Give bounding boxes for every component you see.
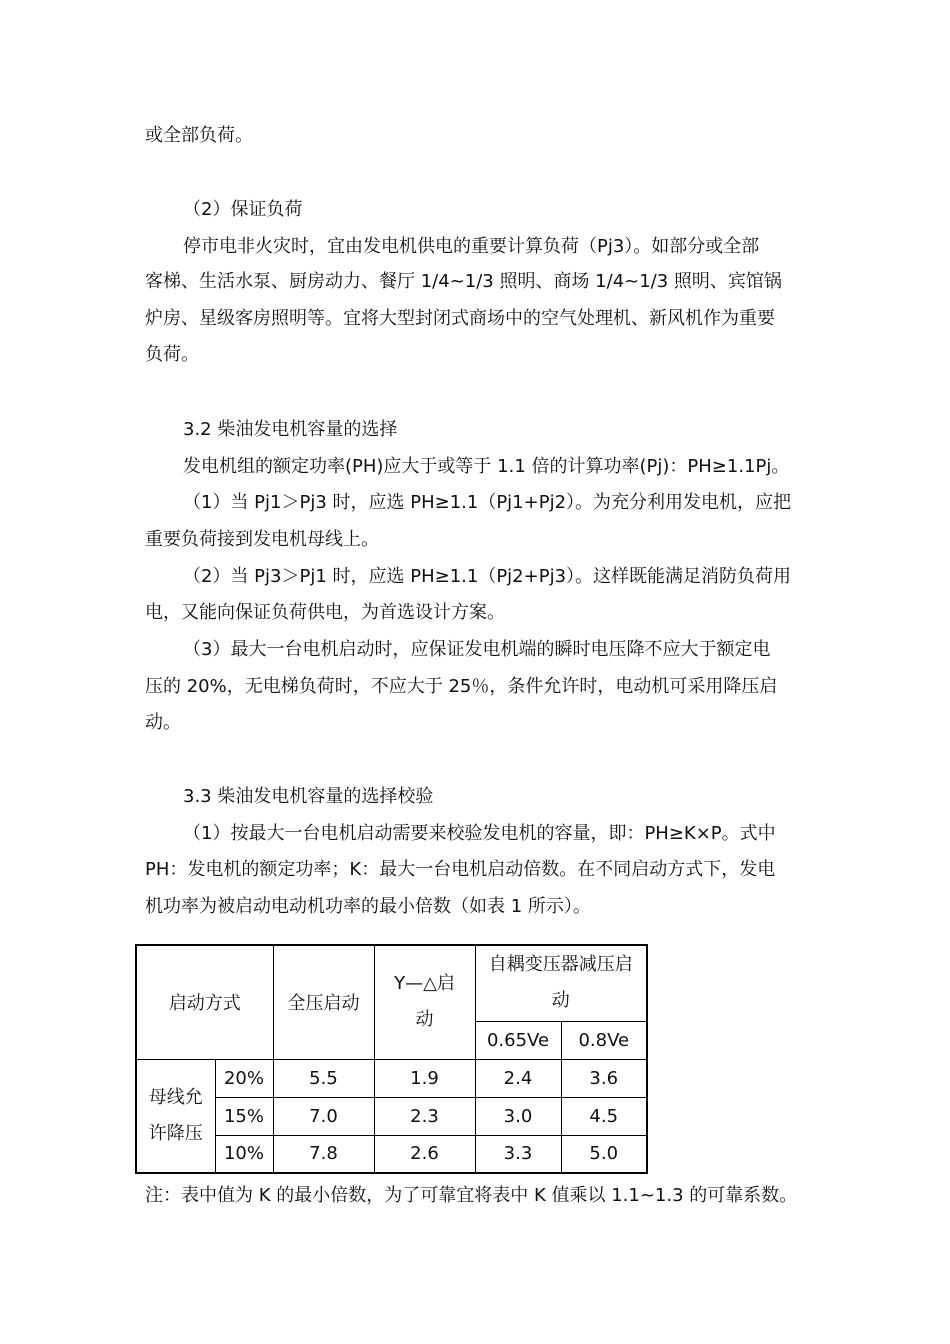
header-start-mode: 启动方式 bbox=[136, 945, 273, 1059]
paragraph-text: 动。 bbox=[145, 712, 181, 733]
cell-full: 7.8 bbox=[273, 1135, 374, 1173]
cell-pct: 10% bbox=[215, 1135, 273, 1173]
cell-yd: 2.3 bbox=[374, 1097, 475, 1135]
cell-a065: 3.0 bbox=[475, 1097, 561, 1135]
paragraph-text: 炉房、星级客房照明等。宜将大型封闭式商场中的空气处理机、新风机作为重要 bbox=[145, 308, 775, 329]
paragraph-text: 发电机组的额定功率(PH)应大于或等于 1.1 倍的计算功率(Pj)：PH≥1.1Pj。 bbox=[183, 456, 790, 477]
paragraph-text: （2）当 Pj3＞Pj1 时，应选 PH≥1.1（Pj2+Pj3）。这样既能满足消防负荷用 bbox=[183, 566, 792, 587]
paragraph-text: 负荷。 bbox=[145, 344, 199, 365]
paragraph-text: PH：发电机的额定功率；K：最大一台电机启动倍数。在不同启动方式下，发电 bbox=[145, 859, 776, 880]
cell-yd: 2.6 bbox=[374, 1135, 475, 1173]
header-star-delta: Y—△启 动 bbox=[374, 945, 475, 1059]
cell-a08: 4.5 bbox=[561, 1097, 647, 1135]
cell-full: 7.0 bbox=[273, 1097, 374, 1135]
paragraph-text: 压的 20%，无电梯负荷时，不应大于 25％，条件允许时，电动机可采用降压启 bbox=[145, 676, 778, 697]
cell-pct: 15% bbox=[215, 1097, 273, 1135]
header-0-8ve: 0.8Ve bbox=[561, 1021, 647, 1059]
paragraph-text: 机功率为被启动电动机功率的最小倍数（如表 1 所示）。 bbox=[145, 896, 591, 917]
paragraph-text: 停市电非火灾时，宜由发电机供电的重要计算负荷（Pj3）。如部分或全部 bbox=[183, 236, 760, 257]
paragraph-text: 或全部负荷。 bbox=[145, 125, 253, 146]
paragraph-text: （1）当 Pj1＞Pj3 时，应选 PH≥1.1（Pj1+Pj2）。为充分利用发电机，应把 bbox=[183, 492, 792, 513]
cell-a065: 2.4 bbox=[475, 1059, 561, 1097]
section-heading-3-2: 3.2 柴油发电机容量的选择 bbox=[183, 419, 398, 440]
paragraph-text: 重要负荷接到发电机母线上。 bbox=[145, 529, 379, 550]
cell-full: 5.5 bbox=[273, 1059, 374, 1097]
header-autotransformer: 自耦变压器减压启 动 bbox=[475, 945, 647, 1021]
header-0-65ve: 0.65Ve bbox=[475, 1021, 561, 1059]
paragraph-text: （3）最大一台电机启动时，应保证发电机端的瞬时电压降不应大于额定电 bbox=[183, 639, 771, 660]
starting-multiple-table bbox=[135, 944, 648, 1174]
cell-a08: 5.0 bbox=[561, 1135, 647, 1173]
row-label-bus-voltage-drop: 母线允 许降压 bbox=[136, 1059, 215, 1173]
cell-yd: 1.9 bbox=[374, 1059, 475, 1097]
paragraph-text: 电，又能向保证负荷供电，为首选设计方案。 bbox=[145, 602, 505, 623]
section-heading-3-3: 3.3 柴油发电机容量的选择校验 bbox=[183, 786, 434, 807]
cell-a08: 3.6 bbox=[561, 1059, 647, 1097]
section-heading-guaranteed-load: （2）保证负荷 bbox=[183, 199, 303, 220]
paragraph-text: 客梯、生活水泵、厨房动力、餐厅 1/4~1/3 照明、商场 1/4~1/3 照明、宾馆锅 bbox=[145, 271, 782, 292]
paragraph-text: （1）按最大一台电机启动需要来校验发电机的容量，即：PH≥K×P。式中 bbox=[183, 823, 776, 844]
cell-pct: 20% bbox=[215, 1059, 273, 1097]
cell-a065: 3.3 bbox=[475, 1135, 561, 1173]
table-note: 注：表中值为 K 的最小倍数，为了可靠宜将表中 K 值乘以 1.1~1.3 的可靠系数。 bbox=[145, 1185, 798, 1206]
table-row bbox=[136, 1059, 647, 1097]
header-full-voltage: 全压启动 bbox=[273, 945, 374, 1059]
